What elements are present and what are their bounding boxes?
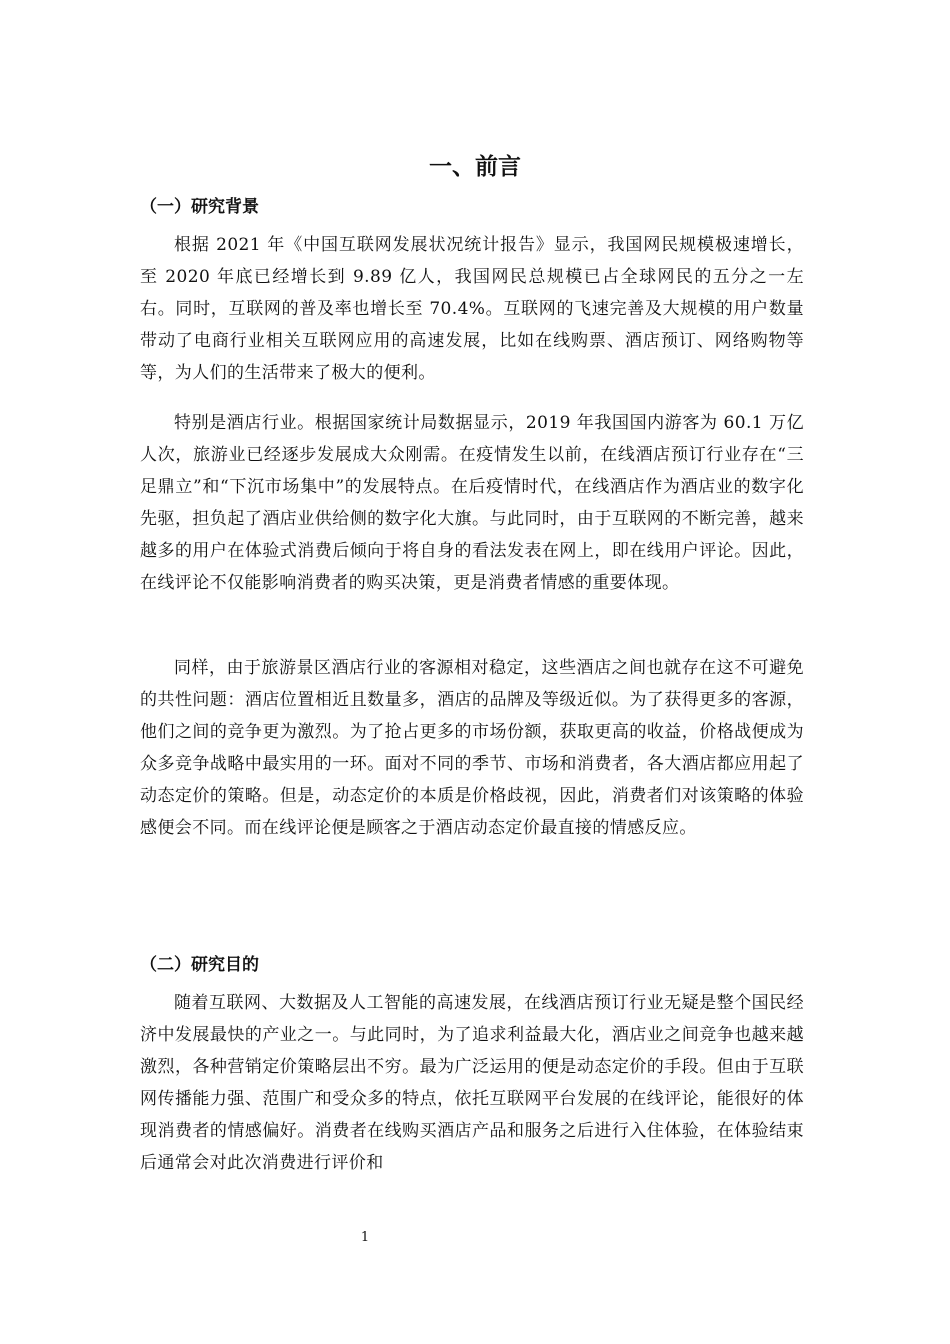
paragraph-background-2: 特别是酒店行业。根据国家统计局数据显示，2019 年我国国内游客为 60.1 万亿人次，旅游业已经逐步发展成大众刚需。在疫情发生以前，在线酒店预订行业存在“三足鼎立”和“下沉市场集中”的发展特点。在后疫情时代，在线酒店作为酒店业的数字化先驱，担负起了酒店业供给侧的数字化大旗。与此同时，由于互联网的不断完善，越来越多的用户在体验式消费后倾向于将自身的看法发表在网上，即在线用户评论。因此，在线评论不仅能影响消费者的购买决策，更是消费者情感的重要体现。 bbox=[140, 413, 804, 593]
paragraph-background-3: 同样，由于旅游景区酒店行业的客源相对稳定，这些酒店之间也就存在这不可避免的共性问题：酒店位置相近且数量多，酒店的品牌及等级近似。为了获得更多的客源，他们之间的竞争更为激烈。为了抢占更多的市场份额，获取更高的收益，价格战便成为众多竞争战略中最实用的一环。面对不同的季节、市场和消费者，各大酒店都应用起了动态定价的策略。但是，动态定价的本质是价格歧视，因此，消费者们对该策略的体验感便会不同。而在线评论便是顾客之于酒店动态定价最直接的情感反应。 bbox=[140, 658, 804, 838]
section-heading-background: （一）研究背景 bbox=[140, 197, 259, 217]
paragraph-purpose-1: 随着互联网、大数据及人工智能的高速发展，在线酒店预订行业无疑是整个国民经济中发展最快的产业之一。与此同时，为了追求利益最大化，酒店业之间竞争也越来越激烈，各种营销定价策略层出不穷。最为广泛运用的便是动态定价的手段。但由于互联网传播能力强、范围广和受众多的特点，依托互联网平台发展的在线评论，能很好的体现消费者的情感偏好。消费者在线购买酒店产品和服务之后进行入住体验，在体验结束后通常会对此次消费进行评价和 bbox=[140, 993, 804, 1173]
chapter-title: 一、前言 bbox=[429, 154, 521, 180]
section-heading-purpose: （二）研究目的 bbox=[140, 955, 259, 975]
paragraph-background-1: 根据 2021 年《中国互联网发展状况统计报告》显示，我国网民规模极速增长，至 2020 年底已经增长到 9.89 亿人，我国网民总规模已占全球网民的五分之一左右。同时，互联网的普及率也增长至 70.4%。互联网的飞速完善及大规模的用户数量带动了电商行业相关互联网应用的高速发展，比如在线购票、酒店预订、网络购物等等，为人们的生活带来了极大的便利。 bbox=[140, 235, 804, 383]
page-number: 1 bbox=[360, 1230, 370, 1245]
